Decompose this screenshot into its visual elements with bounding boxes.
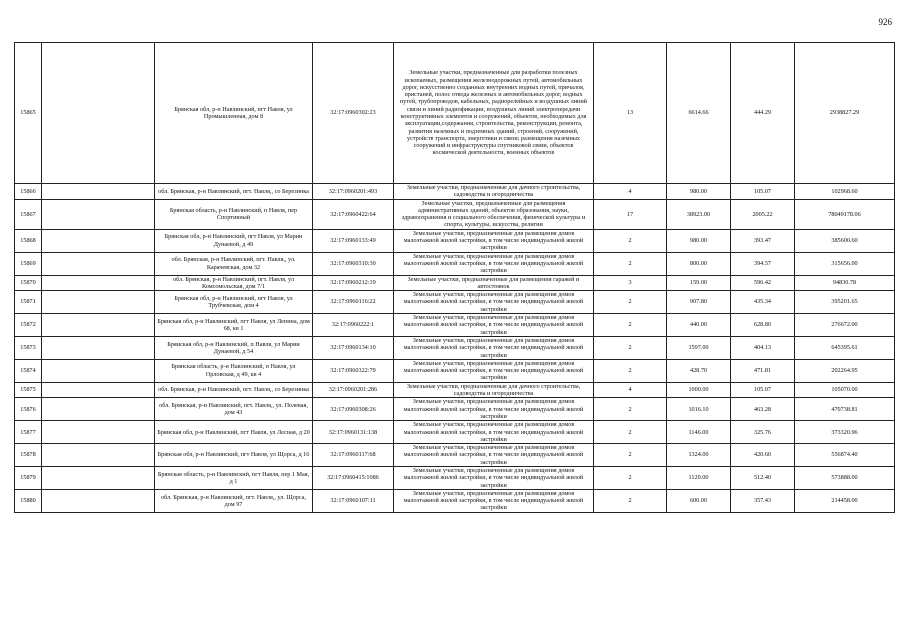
land-use-cell: Земельные участки, предназначенные для размещения домов малоэтажной жилой застройки, в том числе индивидуальной жилой застройки [394, 336, 594, 359]
specific-value-cell: 444.29 [731, 43, 795, 184]
usage-group-cell: 2 [594, 314, 667, 337]
row-number: 15866 [15, 184, 42, 200]
land-use-cell: Земельные участки, предназначенные для размещения домов малоэтажной жилой застройки, в том числе индивидуальной жилой застройки [394, 359, 594, 382]
area-cell: 38923.00 [667, 199, 731, 229]
cadastral-number-cell: 32:17:0960212:19 [313, 275, 394, 291]
cadastral-number-cell: 32:17:0960116:22 [313, 291, 394, 314]
cadastral-value-cell: 78049178.06 [795, 199, 895, 229]
area-cell: 600.00 [667, 489, 731, 512]
table-row [15, 466, 895, 489]
cadastral-number-cell: 32:17:0960422:64 [313, 199, 394, 229]
usage-group-cell: 3 [594, 275, 667, 291]
cadastral-number-cell: 32:17:0960201:286 [313, 382, 394, 398]
cadastral-registry-table [14, 42, 895, 513]
cadastral-number-cell: 32:17:0960133:49 [313, 229, 394, 252]
cadastral-value-cell: 573888.00 [795, 466, 895, 489]
cadastral-value-cell: 2938827.29 [795, 43, 895, 184]
area-cell: 800.00 [667, 252, 731, 275]
land-use-cell: Земельные участки, предназначенные для размещения домов малоэтажной жилой застройки, в том числе индивидуальной жилой застройки [394, 398, 594, 421]
specific-value-cell: 463.28 [731, 398, 795, 421]
empty-cell [42, 314, 155, 337]
cadastral-value-cell: 105070.00 [795, 382, 895, 398]
land-use-cell: Земельные участки, предназначенные для дачного строительства, садоводства и огородничества [394, 382, 594, 398]
cadastral-value-cell: 276672.00 [795, 314, 895, 337]
specific-value-cell: 105.07 [731, 184, 795, 200]
table-row [15, 275, 895, 291]
address-cell: обл. Брянская, р-н Навлинский, пгт. Навля,, ул. Щорса, дом 97 [155, 489, 313, 512]
address-cell: Брянская обл, р-н Навлинский, пгт Навля, ул Щорса, д 16 [155, 444, 313, 467]
area-cell: 428.70 [667, 359, 731, 382]
cadastral-value-cell: 645395.61 [795, 336, 895, 359]
cadastral-number-cell: 32:17:0960310:30 [313, 252, 394, 275]
specific-value-cell: 628.80 [731, 314, 795, 337]
usage-group-cell: 2 [594, 489, 667, 512]
address-cell: обл. Брянская, р-н Навлинский, пгт. Навля,, ул. Полевая, дом 43 [155, 398, 313, 421]
empty-cell [42, 275, 155, 291]
row-number: 15865 [15, 43, 42, 184]
cadastral-value-cell: 385600.60 [795, 229, 895, 252]
area-cell: 1000.00 [667, 382, 731, 398]
address-cell: Брянская область, р-н Навлинский, п Навля, пер Спортивный [155, 199, 313, 229]
row-number: 15868 [15, 229, 42, 252]
specific-value-cell: 325.76 [731, 421, 795, 444]
cadastral-number-cell: 32:17:0960117:68 [313, 444, 394, 467]
row-number: 15877 [15, 421, 42, 444]
cadastral-value-cell: 315656.00 [795, 252, 895, 275]
usage-group-cell: 4 [594, 184, 667, 200]
table-row [15, 229, 895, 252]
row-number: 15876 [15, 398, 42, 421]
area-cell: 159.00 [667, 275, 731, 291]
empty-cell [42, 382, 155, 398]
row-number: 15867 [15, 199, 42, 229]
area-cell: 6614.66 [667, 43, 731, 184]
specific-value-cell: 512.40 [731, 466, 795, 489]
specific-value-cell: 105.07 [731, 382, 795, 398]
row-number: 15872 [15, 314, 42, 337]
usage-group-cell: 2 [594, 336, 667, 359]
land-use-cell: Земельные участки, предназначенные для разработки полезных ископаемых, размещения железнодорожных путей, автомобильных дорог, искусственно созданных внутренних водных путей, причалов, пристаней, полос отвода железных и автомобильных дорог, водных путей, трубопроводов, кабельных, радиорелейных и воздушных линий связи и линий радиофикации, воздушных линий электропередачи конструктивных элементов и сооружений, объектов, необходимых для эксплуатации,содержания, строительства, реконструкции, ремонта, развития наземных и подземных зданий, строений, сооружений, устройств транспорта, энергетики и связи; размещения наземных сооружений и инфраструктуры спутниковой связи, объектов космической деятельности, военных объектов [394, 43, 594, 184]
land-use-cell: Земельные участки, предназначенные для размещения домов малоэтажной жилой застройки, в том числе индивидуальной жилой застройки [394, 229, 594, 252]
row-number: 15871 [15, 291, 42, 314]
cadastral-value-cell: 470738.81 [795, 398, 895, 421]
area-cell: 1016.10 [667, 398, 731, 421]
address-cell: Брянская обл, р-н Навлинский, пгт Навля, ул Лесная, д 20 [155, 421, 313, 444]
empty-cell [42, 291, 155, 314]
cadastral-value-cell: 556874.40 [795, 444, 895, 467]
row-number: 15869 [15, 252, 42, 275]
empty-cell [42, 336, 155, 359]
usage-group-cell: 2 [594, 359, 667, 382]
cadastral-value-cell: 214458.00 [795, 489, 895, 512]
address-cell: Брянская обл, р-н Навлинский, пгт Навля, ул Трубчевская, дом 4 [155, 291, 313, 314]
land-use-cell: Земельные участки, предназначенные для размещения домов малоэтажной жилой застройки, в том числе индивидуальной жилой застройки [394, 291, 594, 314]
land-use-cell: Земельные участки, предназначенные для размещения домов малоэтажной жилой застройки, в том числе индивидуальной жилой застройки [394, 489, 594, 512]
table-row [15, 43, 895, 184]
empty-cell [42, 359, 155, 382]
area-cell: 1120.00 [667, 466, 731, 489]
usage-group-cell: 2 [594, 466, 667, 489]
land-use-cell: Земельные участки, предназначенные для размещения домов малоэтажной жилой застройки, в том числе индивидуальной жилой застройки [394, 252, 594, 275]
table-row [15, 314, 895, 337]
table-row [15, 359, 895, 382]
cadastral-value-cell: 202264.95 [795, 359, 895, 382]
specific-value-cell: 435.34 [731, 291, 795, 314]
cadastral-value-cell: 373320.96 [795, 421, 895, 444]
usage-group-cell: 4 [594, 382, 667, 398]
page-number: 926 [878, 17, 892, 27]
usage-group-cell: 2 [594, 444, 667, 467]
specific-value-cell: 2005.22 [731, 199, 795, 229]
empty-cell [42, 184, 155, 200]
specific-value-cell: 357.43 [731, 489, 795, 512]
empty-cell [42, 43, 155, 184]
land-use-cell: Земельные участки, предназначенные для размещения гаражей и автостоянок [394, 275, 594, 291]
area-cell: 440.00 [667, 314, 731, 337]
usage-group-cell: 2 [594, 291, 667, 314]
empty-cell [42, 229, 155, 252]
row-number: 15878 [15, 444, 42, 467]
area-cell: 980.00 [667, 229, 731, 252]
address-cell: Брянская обл, р-н Навлинский, пгт Навля, ул Промышленная, дом 8 [155, 43, 313, 184]
usage-group-cell: 2 [594, 252, 667, 275]
cadastral-number-cell: 32:17:0960308:26 [313, 398, 394, 421]
land-use-cell: Земельные участки, предназначенные для размещения домов малоэтажной жилой застройки, в том числе индивидуальной жилой застройки [394, 466, 594, 489]
cadastral-number-cell: 32:17:0960415:1086 [313, 466, 394, 489]
cadastral-number-cell: 32:17:0960302:23 [313, 43, 394, 184]
cadastral-value-cell: 102968.60 [795, 184, 895, 200]
row-number: 15874 [15, 359, 42, 382]
address-cell: обл. Брянская, р-н Навлинский, пгт. Навля, ул Комсомольская, дом 7/1 [155, 275, 313, 291]
cadastral-number-cell: 32:17:0960131:138 [313, 421, 394, 444]
empty-cell [42, 466, 155, 489]
empty-cell [42, 199, 155, 229]
specific-value-cell: 420.60 [731, 444, 795, 467]
area-cell: 1324.00 [667, 444, 731, 467]
cadastral-number-cell: 32:17:0960322:79 [313, 359, 394, 382]
row-number: 15879 [15, 466, 42, 489]
address-cell: обл. Брянская, р-н Навлинский, пгт. Навля,, ул. Карачевская, дом 32 [155, 252, 313, 275]
table-row [15, 382, 895, 398]
specific-value-cell: 404.13 [731, 336, 795, 359]
cadastral-value-cell: 94830.78 [795, 275, 895, 291]
cadastral-number-cell: 32:17:0960134:10 [313, 336, 394, 359]
area-cell: 1146.00 [667, 421, 731, 444]
address-cell: Брянская область, р-н Навлинский, п Навля, ул Орловская, д 49, кв 4 [155, 359, 313, 382]
address-cell: обл. Брянская, р-н Навлинский, пгт. Навля,, со Березинка [155, 184, 313, 200]
table-row [15, 336, 895, 359]
specific-value-cell: 471.81 [731, 359, 795, 382]
empty-cell [42, 444, 155, 467]
usage-group-cell: 2 [594, 229, 667, 252]
row-number: 15870 [15, 275, 42, 291]
address-cell: обл. Брянская, р-н Навлинский, пгт. Навля,, со Березинка [155, 382, 313, 398]
land-use-cell: Земельные участки, предназначенные для дачного строительства, садоводства и огородничества [394, 184, 594, 200]
empty-cell [42, 252, 155, 275]
area-cell: 907.80 [667, 291, 731, 314]
usage-group-cell: 2 [594, 421, 667, 444]
cadastral-number-cell: 32:17:0960222:1 [313, 314, 394, 337]
row-number: 15880 [15, 489, 42, 512]
row-number: 15875 [15, 382, 42, 398]
cadastral-number-cell: 32:17:0960201:493 [313, 184, 394, 200]
address-cell: Брянская область, р-н Навлинский, пгт Навля, пер 1 Мая, д 1 [155, 466, 313, 489]
land-use-cell: Земельные участки, предназначенные для размещения домов малоэтажной жилой застройки, в том числе индивидуальной жилой застройки [394, 444, 594, 467]
usage-group-cell: 17 [594, 199, 667, 229]
table-row [15, 184, 895, 200]
registry-body [15, 43, 895, 513]
empty-cell [42, 489, 155, 512]
table-row [15, 398, 895, 421]
area-cell: 980.00 [667, 184, 731, 200]
address-cell: Брянская обл, р-н Навлинский, пгт Навля, ул Марии Дунаевой, д 49 [155, 229, 313, 252]
cadastral-value-cell: 395201.65 [795, 291, 895, 314]
table-row [15, 252, 895, 275]
land-use-cell: Земельные участки, предназначенные для размещения домов малоэтажной жилой застройки, в том числе индивидуальной жилой застройки [394, 421, 594, 444]
address-cell: Брянская обл, р-н Навлинский, п Навля, ул Марии Дунаевой, д 54 [155, 336, 313, 359]
cadastral-number-cell: 32:17:0960107:11 [313, 489, 394, 512]
usage-group-cell: 13 [594, 43, 667, 184]
address-cell: Брянская обл, р-н Навлинский, пгт Навля, ул Ленина, дом 68, кв 1 [155, 314, 313, 337]
empty-cell [42, 421, 155, 444]
land-use-cell: Земельные участки, предназначенные для размещения домов малоэтажной жилой застройки, в том числе индивидуальной жилой застройки [394, 314, 594, 337]
specific-value-cell: 393.47 [731, 229, 795, 252]
area-cell: 1597.00 [667, 336, 731, 359]
land-use-cell: Земельные участки, предназначенные для размещения административных зданий, объектов образования, науки, здравоохранения и социального обеспечения, физической культуры и спорта, культуры, искусства, религии [394, 199, 594, 229]
table-row [15, 489, 895, 512]
usage-group-cell: 2 [594, 398, 667, 421]
table-row [15, 291, 895, 314]
table-row [15, 199, 895, 229]
empty-cell [42, 398, 155, 421]
table-row [15, 421, 895, 444]
row-number: 15873 [15, 336, 42, 359]
specific-value-cell: 394.57 [731, 252, 795, 275]
table-row [15, 444, 895, 467]
specific-value-cell: 596.42 [731, 275, 795, 291]
